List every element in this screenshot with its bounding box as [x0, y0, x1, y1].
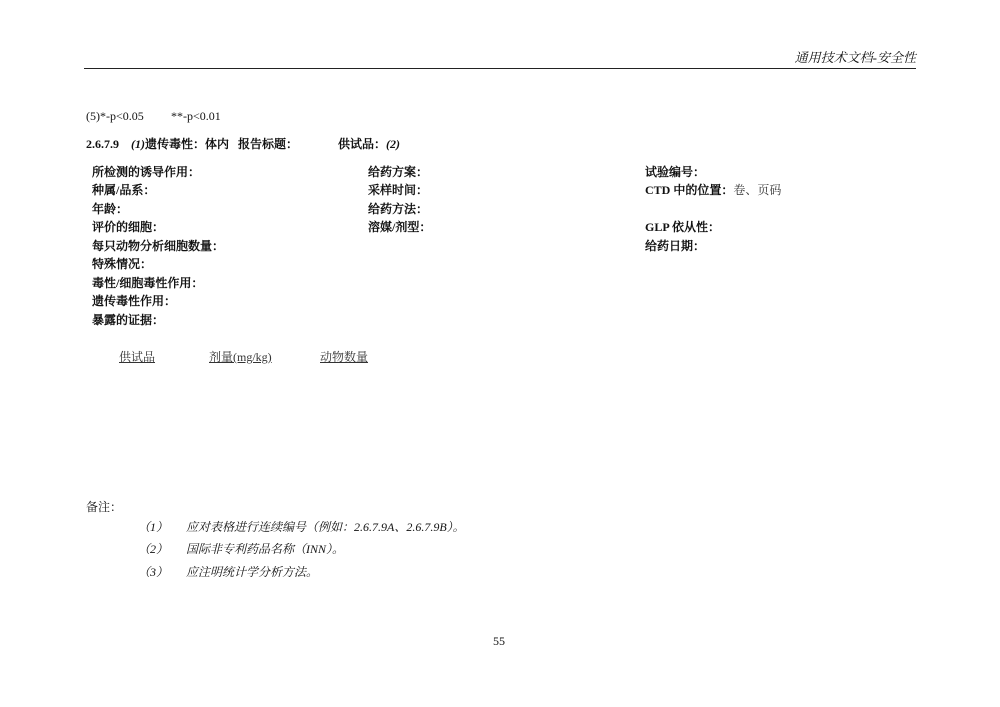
- report-title-label: 报告标题：: [238, 137, 299, 151]
- note-number: （1）: [138, 520, 169, 534]
- ctd-location: [645, 183, 781, 197]
- dose-date-label: 给药日期：: [645, 239, 706, 253]
- test-article-marker: (2): [386, 137, 401, 151]
- field-label: 年龄：: [92, 202, 129, 216]
- section-title: 遗传毒性：体内: [145, 137, 230, 151]
- field-label: 给药方法：: [368, 202, 429, 216]
- note-text: 应注明统计学分析方法。: [186, 565, 319, 579]
- ctd-location-value: 卷、页码: [733, 183, 782, 197]
- running-header: 通用技术文档-安全性: [794, 50, 916, 65]
- field-label: 特殊情况：: [92, 257, 153, 271]
- section-heading: [86, 137, 298, 151]
- table-header-test-article: 供试品: [119, 350, 156, 364]
- field-label: 暴露的证据：: [92, 313, 165, 327]
- section-marker: (1): [131, 137, 145, 151]
- ctd-location-label: CTD 中的位置：: [645, 183, 734, 197]
- table-header-animal-count: 动物数量: [320, 350, 369, 364]
- field-label: 评价的细胞：: [92, 220, 165, 234]
- notes-label: 备注：: [86, 500, 123, 514]
- note-text: 国际非专利药品名称（INN）。: [186, 542, 345, 556]
- field-label: 采样时间：: [368, 183, 429, 197]
- p-value-note-1: (5)*-p<0.05: [86, 109, 144, 123]
- field-label: 给药方案：: [368, 165, 429, 179]
- p-value-note-2: **-p<0.01: [171, 109, 221, 123]
- note-text: 应对表格进行连续编号（例如：2.6.7.9A、2.6.7.9B）。: [186, 520, 465, 534]
- field-label: 溶媒/剂型：: [368, 220, 432, 234]
- table-header-dose: 剂量(mg/kg): [209, 350, 272, 364]
- glp-label: GLP 依从性：: [645, 220, 721, 234]
- field-label: 种属/品系：: [92, 183, 156, 197]
- test-article-heading: [338, 137, 400, 151]
- header-rule: [84, 68, 916, 69]
- test-article-label: 供试品：: [338, 137, 387, 151]
- study-number-label: 试验编号：: [645, 165, 706, 179]
- note-number: （3）: [138, 565, 169, 579]
- field-label: 每只动物分析细胞数量：: [92, 239, 225, 253]
- note-number: （2）: [138, 542, 169, 556]
- field-label: 毒性/细胞毒性作用：: [92, 276, 204, 290]
- section-number: 2.6.7.9: [86, 137, 119, 151]
- field-label: 遗传毒性作用：: [92, 294, 177, 308]
- field-label: 所检测的诱导作用：: [92, 165, 201, 179]
- page-number: 55: [493, 634, 505, 648]
